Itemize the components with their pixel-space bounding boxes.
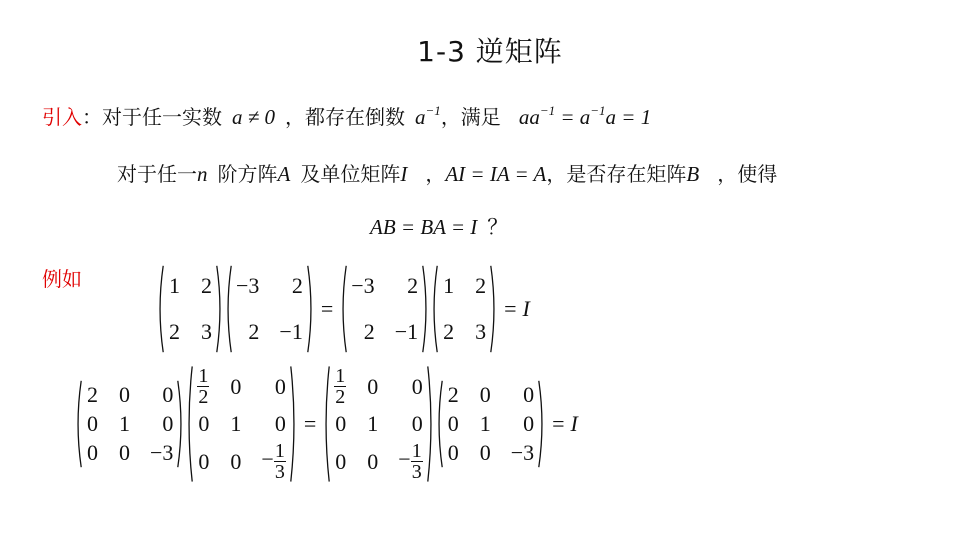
var-n: n	[197, 162, 208, 186]
matrix-cell: 3	[475, 319, 487, 344]
matrix-cell: 2	[291, 273, 303, 298]
matrix-2x2-a	[156, 264, 224, 354]
question-comma: ，	[425, 162, 446, 186]
intro-text-2: ，都存在倒数	[285, 105, 406, 129]
matrix-cell: 0	[87, 439, 98, 465]
matrix-cell: 0	[87, 410, 98, 436]
example-equation-3x3	[74, 364, 578, 484]
matrix-cell-fraction: $\frac{1}{2}$	[335, 365, 346, 408]
matrix-cell: 1	[443, 273, 455, 298]
matrix-cell: 0	[119, 382, 130, 408]
matrix-cell: 1	[119, 410, 130, 436]
example-label: 例如	[42, 267, 82, 291]
matrix-cell: 0	[367, 448, 379, 474]
matrix-cell: 0	[479, 382, 491, 408]
intro-condition: a ≠ 0	[232, 105, 276, 129]
intro-text-1: 对于任一实数	[102, 105, 222, 129]
matrix-cell: 3	[201, 319, 212, 344]
matrix-3x3-b	[185, 364, 297, 484]
matrix-cell: 2	[475, 273, 487, 298]
matrix-cell-fraction: − $\frac{1}{3}$	[261, 440, 285, 483]
matrix-cell: 2	[447, 382, 459, 408]
question-text-5: ，是否存在矩阵	[546, 162, 687, 186]
matrix-cell: −3	[510, 439, 535, 465]
intro-equation: $aa^{-1} = a^{-1}a = 1$	[518, 103, 652, 129]
matrix-cell: 0	[274, 373, 286, 399]
matrix-cell: 1	[479, 410, 491, 436]
equals-sign: =	[504, 296, 517, 321]
intro-label: 引入	[42, 105, 82, 129]
matrix-cell: 1	[367, 411, 379, 436]
matrix-cell: 2	[407, 273, 419, 298]
matrix-cell: 0	[523, 382, 535, 408]
matrix-cell: 0	[411, 411, 423, 436]
matrix-cell: 0	[198, 448, 210, 474]
question-line	[117, 158, 777, 187]
matrix-cell: 2	[363, 319, 375, 344]
matrix-2x2-b	[224, 264, 315, 354]
matrix-cell: 1	[230, 411, 242, 436]
matrix-cell-fraction: − $\frac{1}{3}$	[398, 440, 422, 483]
matrix-cell: 0	[367, 373, 379, 399]
matrix-cell: 0	[119, 439, 130, 465]
inverse-equation: AB = BA = I	[370, 215, 478, 239]
matrix-3x3-a	[74, 379, 185, 469]
matrix-cell: 0	[162, 410, 174, 436]
equals-sign: =	[303, 411, 317, 436]
matrix-cell: 1	[169, 273, 180, 298]
var-I: I	[400, 162, 408, 186]
equals-sign: =	[552, 411, 565, 436]
identity-equation: AI = IA = A	[445, 162, 547, 186]
matrix-cell: 0	[447, 439, 459, 465]
intro-inverse: $a^{-1}$	[415, 103, 441, 129]
matrix-2x2-d	[430, 264, 498, 354]
matrix-2x2-c	[339, 264, 430, 354]
matrix-cell: 2	[248, 319, 260, 344]
matrix-cell: −1	[394, 319, 419, 344]
matrix-cell: 0	[230, 373, 242, 399]
intro-text-3: ，满足	[440, 105, 501, 129]
question-text-2: 阶方阵	[217, 162, 278, 186]
matrix-cell: 2	[169, 319, 180, 344]
example-equation-2x2	[156, 264, 530, 354]
var-B: B	[686, 162, 700, 186]
matrix-cell: 2	[443, 319, 455, 344]
matrix-cell: −3	[236, 273, 260, 298]
matrix-cell: 0	[411, 373, 423, 399]
question-text-1: 对于任一	[117, 162, 197, 186]
matrix-cell: 0	[230, 448, 242, 474]
matrix-cell: 0	[274, 411, 286, 436]
question-text-6: ，使得	[717, 162, 778, 186]
matrix-cell: 0	[447, 410, 459, 436]
page-title: 1-3 逆矩阵	[417, 35, 563, 68]
matrix-cell: 0	[479, 439, 491, 465]
equals-sign: =	[320, 296, 334, 321]
identity-result: I	[522, 296, 530, 321]
matrix-cell: 0	[335, 411, 347, 436]
matrix-cell: 0	[523, 410, 535, 436]
matrix-3x3-c	[322, 364, 434, 484]
matrix-cell: 0	[335, 448, 347, 474]
matrix-3x3-d	[435, 379, 546, 469]
inverse-condition-line	[370, 211, 508, 241]
identity-result: I	[570, 411, 578, 436]
matrix-cell: 2	[201, 273, 212, 298]
matrix-cell: −3	[150, 439, 174, 465]
matrix-cell-fraction: $\frac{1}{2}$	[198, 365, 209, 408]
question-mark: ？	[487, 215, 509, 239]
matrix-cell: −1	[279, 319, 303, 344]
var-A: A	[277, 162, 291, 186]
matrix-cell: 0	[198, 411, 210, 436]
matrix-cell: −3	[351, 273, 375, 298]
matrix-cell: 0	[162, 382, 174, 408]
intro-line	[42, 101, 651, 130]
matrix-cell: 2	[87, 382, 98, 408]
intro-colon: ：	[82, 105, 102, 129]
question-text-3: 及单位矩阵	[300, 162, 401, 186]
